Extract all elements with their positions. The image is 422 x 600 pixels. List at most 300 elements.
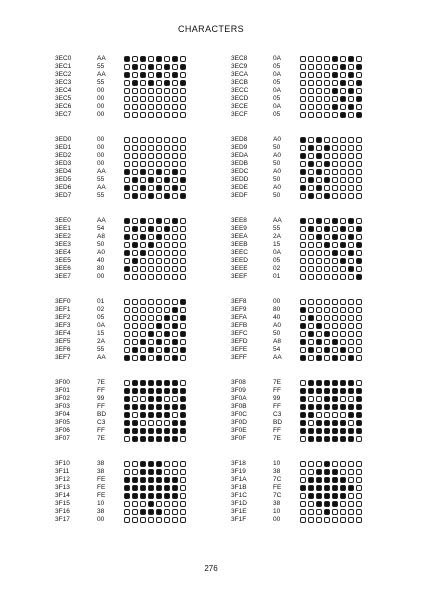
pixel-off: [324, 266, 330, 272]
pixel-row: [124, 95, 188, 103]
pixel-off: [348, 315, 354, 321]
pixel-off: [348, 477, 354, 483]
pixel-row: [300, 257, 364, 265]
pixel-on: [164, 226, 170, 232]
pixel-off: [180, 88, 186, 94]
pixel-off: [332, 80, 338, 86]
hex-value: 99: [273, 395, 281, 402]
pixel-row: [124, 111, 188, 119]
hex-value: 0A: [273, 71, 281, 78]
character-row: [55, 249, 235, 257]
hex-value: A8: [273, 338, 281, 345]
pixel-off: [140, 501, 146, 507]
pixel-row: [124, 257, 188, 265]
pixel-on: [132, 436, 138, 442]
pixel-off: [356, 153, 362, 159]
pixel-on: [148, 461, 154, 467]
pixel-row: [124, 460, 188, 468]
pixel-on: [148, 80, 154, 86]
pixel-off: [156, 501, 162, 507]
pixel-off: [340, 104, 346, 110]
pixel-off: [148, 250, 154, 256]
pixel-off: [316, 258, 322, 264]
character-row: [231, 176, 411, 184]
hex-value: 38: [97, 460, 105, 467]
character-row: [55, 55, 235, 63]
address-label: 3EE5: [55, 257, 71, 264]
pixel-off: [316, 193, 322, 199]
pixel-off: [140, 258, 146, 264]
pixel-off: [124, 88, 130, 94]
pixel-on: [324, 193, 330, 199]
pixel-on: [180, 420, 186, 426]
pixel-on: [164, 485, 170, 491]
pixel-off: [148, 258, 154, 264]
pixel-on: [148, 469, 154, 475]
pixel-off: [124, 64, 130, 70]
pixel-off: [332, 299, 338, 305]
pixel-on: [172, 355, 178, 361]
pixel-off: [356, 461, 362, 467]
pixel-row: [300, 516, 364, 524]
pixel-on: [156, 477, 162, 483]
pixel-off: [124, 323, 130, 329]
pixel-row: [300, 387, 364, 395]
pixel-off: [180, 469, 186, 475]
pixel-off: [324, 339, 330, 345]
pixel-off: [148, 104, 154, 110]
pixel-on: [356, 226, 362, 232]
address-label: 3EF5: [55, 338, 71, 345]
pixel-off: [340, 137, 346, 143]
pixel-off: [340, 331, 346, 337]
pixel-off: [316, 177, 322, 183]
pixel-on: [316, 137, 322, 143]
pixel-on: [180, 177, 186, 183]
pixel-row: [124, 144, 188, 152]
pixel-off: [164, 307, 170, 313]
character-row: [231, 435, 411, 443]
pixel-off: [356, 307, 362, 313]
pixel-on: [180, 428, 186, 434]
pixel-on: [140, 339, 146, 345]
pixel-off: [316, 315, 322, 321]
pixel-off: [332, 331, 338, 337]
pixel-off: [356, 477, 362, 483]
pixel-row: [300, 338, 364, 346]
pixel-off: [332, 412, 338, 418]
pixel-off: [300, 234, 306, 240]
address-label: 3EF4: [55, 330, 71, 337]
pixel-row: [300, 354, 364, 362]
pixel-row: [124, 233, 188, 241]
pixel-on: [124, 266, 130, 272]
character-row: [55, 387, 235, 395]
pixel-off: [132, 112, 138, 118]
pixel-off: [340, 274, 346, 280]
address-label: 3F16: [55, 508, 70, 515]
address-label: 3EC2: [55, 71, 72, 78]
pixel-on: [156, 355, 162, 361]
hex-value: 05: [273, 63, 281, 70]
pixel-row: [300, 314, 364, 322]
pixel-off: [124, 96, 130, 102]
pixel-off: [132, 137, 138, 143]
pixel-off: [140, 145, 146, 151]
pixel-off: [324, 218, 330, 224]
pixel-on: [348, 104, 354, 110]
pixel-on: [340, 112, 346, 118]
pixel-off: [348, 347, 354, 353]
hex-value: 38: [97, 468, 105, 475]
character-row: [55, 233, 235, 241]
pixel-on: [300, 420, 306, 426]
address-label: 3EFB: [231, 322, 248, 329]
pixel-on: [348, 428, 354, 434]
character-row: [55, 330, 235, 338]
pixel-off: [180, 145, 186, 151]
pixel-off: [148, 339, 154, 345]
hex-value: 10: [97, 500, 105, 507]
pixel-on: [324, 177, 330, 183]
pixel-off: [140, 104, 146, 110]
pixel-off: [340, 412, 346, 418]
address-label: 3EF0: [55, 298, 71, 305]
pixel-off: [332, 64, 338, 70]
hex-value: 10: [273, 508, 281, 515]
pixel-off: [132, 517, 138, 523]
pixel-off: [332, 145, 338, 151]
pixel-on: [316, 218, 322, 224]
pixel-on: [316, 404, 322, 410]
pixel-on: [124, 234, 130, 240]
address-label: 3EEE: [231, 265, 248, 272]
pixel-off: [308, 355, 314, 361]
pixel-on: [124, 396, 130, 402]
pixel-off: [172, 234, 178, 240]
pixel-off: [300, 104, 306, 110]
character-row: [55, 71, 235, 79]
pixel-on: [172, 380, 178, 386]
hex-value: A0: [97, 249, 105, 256]
pixel-on: [124, 428, 130, 434]
pixel-off: [172, 88, 178, 94]
pixel-off: [172, 137, 178, 143]
pixel-off: [132, 266, 138, 272]
pixel-off: [324, 96, 330, 102]
address-label: 3ED7: [55, 192, 72, 199]
pixel-off: [132, 234, 138, 240]
pixel-on: [308, 347, 314, 353]
pixel-row: [124, 314, 188, 322]
pixel-off: [164, 461, 170, 467]
address-label: 3ECB: [231, 79, 248, 86]
pixel-off: [132, 250, 138, 256]
pixel-on: [132, 404, 138, 410]
pixel-off: [164, 242, 170, 248]
pixel-on: [332, 420, 338, 426]
pixel-on: [356, 396, 362, 402]
pixel-row: [124, 387, 188, 395]
pixel-off: [308, 234, 314, 240]
pixel-on: [172, 185, 178, 191]
pixel-off: [172, 299, 178, 305]
pixel-row: [300, 95, 364, 103]
hex-value: FF: [97, 427, 105, 434]
character-row: [231, 403, 411, 411]
pixel-on: [324, 420, 330, 426]
pixel-off: [164, 396, 170, 402]
pixel-on: [124, 72, 130, 78]
pixel-row: [124, 330, 188, 338]
pixel-off: [324, 250, 330, 256]
pixel-row: [124, 500, 188, 508]
address-label: 3EF9: [231, 306, 247, 313]
pixel-off: [140, 266, 146, 272]
pixel-on: [340, 485, 346, 491]
pixel-on: [164, 80, 170, 86]
pixel-off: [340, 299, 346, 305]
pixel-on: [124, 250, 130, 256]
pixel-on: [332, 477, 338, 483]
pixel-off: [140, 331, 146, 337]
pixel-off: [324, 80, 330, 86]
address-label: 3F19: [231, 468, 246, 475]
character-row: [55, 241, 235, 249]
pixel-off: [148, 112, 154, 118]
pixel-off: [132, 56, 138, 62]
address-label: 3EC3: [55, 79, 72, 86]
hex-value: FE: [273, 484, 282, 491]
pixel-off: [300, 477, 306, 483]
pixel-on: [140, 461, 146, 467]
pixel-off: [316, 412, 322, 418]
hex-value: 40: [97, 257, 105, 264]
pixel-on: [148, 509, 154, 515]
pixel-off: [124, 380, 130, 386]
pixel-off: [124, 469, 130, 475]
pixel-off: [348, 307, 354, 313]
pixel-row: [300, 435, 364, 443]
pixel-off: [340, 355, 346, 361]
pixel-off: [180, 72, 186, 78]
pixel-on: [348, 485, 354, 491]
hex-value: 55: [97, 63, 105, 70]
hex-value: 7E: [273, 379, 281, 386]
character-row: [55, 87, 235, 95]
pixel-off: [348, 501, 354, 507]
pixel-on: [132, 347, 138, 353]
address-label: 3F17: [55, 516, 70, 523]
pixel-off: [332, 137, 338, 143]
address-label: 3F06: [55, 427, 70, 434]
pixel-off: [180, 501, 186, 507]
character-row: [231, 346, 411, 354]
pixel-row: [124, 71, 188, 79]
pixel-on: [300, 485, 306, 491]
pixel-off: [124, 177, 130, 183]
pixel-on: [140, 436, 146, 442]
pixel-on: [340, 64, 346, 70]
pixel-off: [180, 112, 186, 118]
pixel-off: [348, 169, 354, 175]
pixel-off: [340, 509, 346, 515]
pixel-off: [324, 315, 330, 321]
pixel-row: [124, 136, 188, 144]
hex-value: 05: [273, 79, 281, 86]
pixel-off: [356, 493, 362, 499]
pixel-off: [308, 56, 314, 62]
pixel-on: [332, 428, 338, 434]
pixel-on: [132, 485, 138, 491]
address-label: 3F1F: [231, 516, 247, 523]
pixel-on: [132, 64, 138, 70]
pixel-off: [156, 153, 162, 159]
pixel-on: [316, 339, 322, 345]
pixel-off: [164, 469, 170, 475]
pixel-off: [356, 177, 362, 183]
pixel-off: [324, 307, 330, 313]
address-label: 3ED5: [55, 176, 72, 183]
character-row: [55, 184, 235, 192]
pixel-on: [180, 299, 186, 305]
address-label: 3EC4: [55, 87, 72, 94]
hex-value: 0A: [273, 55, 281, 62]
address-label: 3F0F: [231, 435, 247, 442]
pixel-off: [356, 161, 362, 167]
pixel-off: [172, 177, 178, 183]
pixel-off: [172, 112, 178, 118]
hex-value: 7E: [97, 435, 105, 442]
pixel-off: [356, 104, 362, 110]
address-label: 3EDE: [231, 184, 248, 191]
pixel-on: [300, 404, 306, 410]
pixel-off: [156, 347, 162, 353]
pixel-off: [132, 218, 138, 224]
pixel-on: [172, 323, 178, 329]
character-row: [231, 87, 411, 95]
hex-value: 00: [273, 298, 281, 305]
pixel-on: [124, 412, 130, 418]
pixel-off: [180, 509, 186, 515]
pixel-row: [124, 249, 188, 257]
pixel-off: [140, 517, 146, 523]
pixel-off: [324, 64, 330, 70]
character-row: [55, 144, 235, 152]
character-row: [231, 468, 411, 476]
pixel-row: [300, 508, 364, 516]
pixel-on: [156, 339, 162, 345]
pixel-on: [308, 485, 314, 491]
pixel-on: [156, 234, 162, 240]
character-row: [55, 160, 235, 168]
character-row: [231, 225, 411, 233]
address-label: 3F1E: [231, 508, 247, 515]
pixel-off: [172, 250, 178, 256]
address-label: 3EC7: [55, 111, 72, 118]
pixel-off: [300, 347, 306, 353]
address-label: 3EF7: [55, 354, 71, 361]
pixel-off: [164, 274, 170, 280]
pixel-off: [332, 509, 338, 515]
pixel-off: [148, 145, 154, 151]
pixel-off: [156, 80, 162, 86]
pixel-on: [124, 420, 130, 426]
pixel-off: [148, 72, 154, 78]
character-row: [55, 508, 235, 516]
pixel-off: [172, 226, 178, 232]
hex-value: 02: [273, 265, 281, 272]
pixel-on: [324, 428, 330, 434]
character-row: [55, 484, 235, 492]
pixel-off: [156, 88, 162, 94]
pixel-off: [124, 509, 130, 515]
pixel-on: [132, 193, 138, 199]
pixel-on: [156, 388, 162, 394]
pixel-off: [124, 242, 130, 248]
hex-value: 80: [97, 265, 105, 272]
pixel-off: [140, 137, 146, 143]
address-label: 3EF8: [231, 298, 247, 305]
character-row: [55, 257, 235, 265]
pixel-off: [132, 299, 138, 305]
character-row: [55, 298, 235, 306]
pixel-off: [348, 185, 354, 191]
pixel-off: [332, 347, 338, 353]
pixel-row: [124, 476, 188, 484]
address-label: 3EED: [231, 257, 248, 264]
hex-value: 00: [97, 103, 105, 110]
pixel-on: [124, 388, 130, 394]
pixel-off: [156, 274, 162, 280]
pixel-off: [300, 274, 306, 280]
pixel-off: [156, 517, 162, 523]
pixel-on: [156, 323, 162, 329]
hex-value: 55: [97, 192, 105, 199]
pixel-off: [132, 355, 138, 361]
pixel-on: [164, 477, 170, 483]
pixel-off: [348, 461, 354, 467]
pixel-row: [300, 63, 364, 71]
pixel-off: [164, 339, 170, 345]
hex-value: 55: [97, 176, 105, 183]
pixel-off: [348, 242, 354, 248]
pixel-off: [180, 169, 186, 175]
pixel-off: [148, 323, 154, 329]
character-row: [231, 492, 411, 500]
character-row: [231, 516, 411, 524]
pixel-on: [124, 485, 130, 491]
hex-value: 55: [273, 225, 281, 232]
pixel-on: [340, 420, 346, 426]
hex-value: AA: [97, 354, 106, 361]
address-label: 3F03: [55, 403, 70, 410]
pixel-on: [340, 436, 346, 442]
pixel-on: [140, 469, 146, 475]
pixel-off: [164, 250, 170, 256]
hex-value: 00: [97, 144, 105, 151]
pixel-on: [348, 56, 354, 62]
pixel-row: [124, 298, 188, 306]
pixel-on: [308, 477, 314, 483]
pixel-on: [156, 428, 162, 434]
pixel-on: [156, 493, 162, 499]
pixel-on: [308, 226, 314, 232]
hex-value: AA: [97, 71, 106, 78]
pixel-off: [308, 104, 314, 110]
pixel-on: [324, 380, 330, 386]
pixel-off: [300, 56, 306, 62]
